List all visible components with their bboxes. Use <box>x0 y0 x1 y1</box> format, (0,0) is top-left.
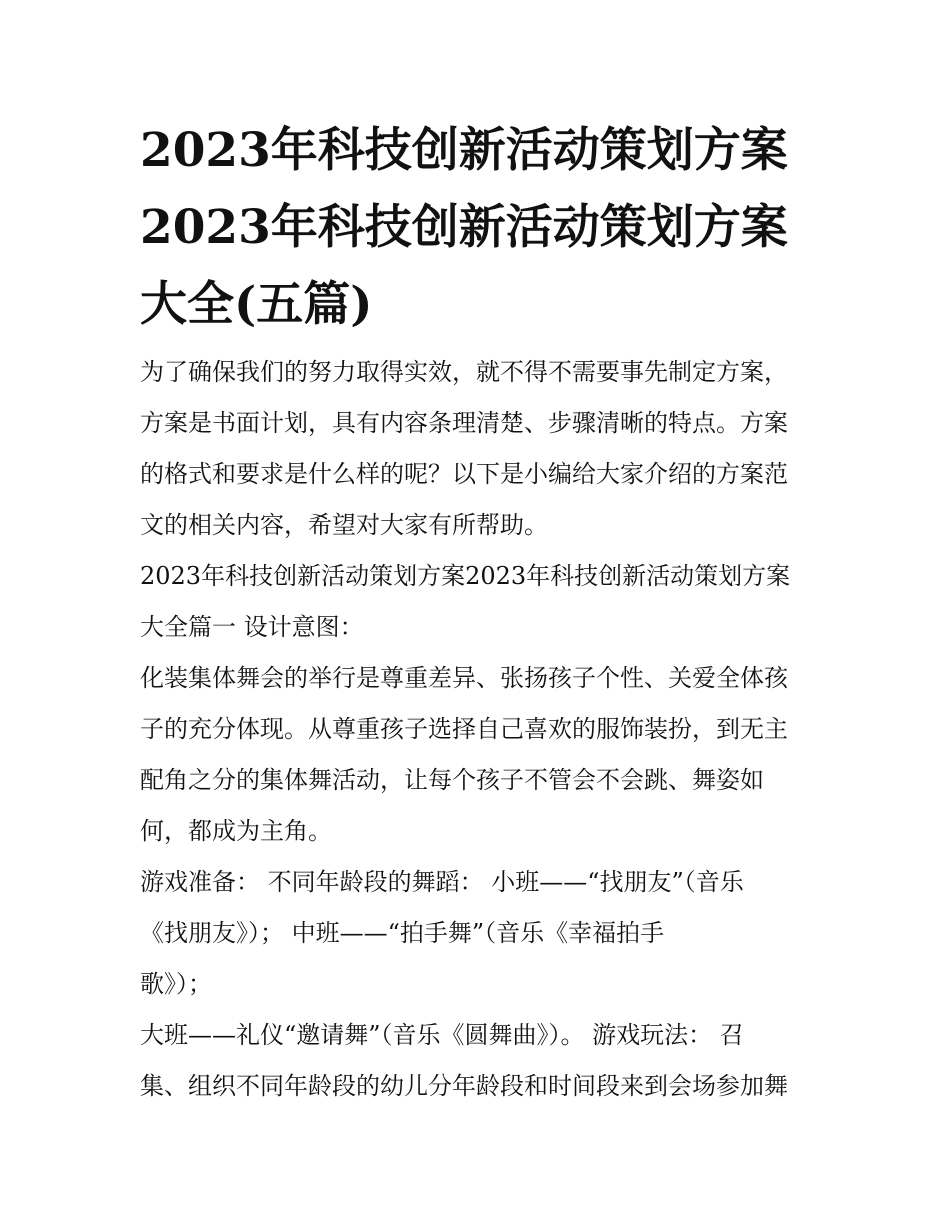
body-line: 的格式和要求是什么样的呢？以下是小编给大家介绍的方案范 <box>140 460 788 488</box>
body-line: 《找朋友》）； 中班——“拍手舞”（音乐《幸福拍手 <box>140 919 665 947</box>
document-page <box>140 112 820 1112</box>
body-line: 子的充分体现。从尊重孩子选择自己喜欢的服饰装扮，到无主 <box>140 715 788 743</box>
body-line: 大班——礼仪“邀请舞”（音乐《圆舞曲》）。 游戏玩法： 召 <box>140 1021 744 1049</box>
body-line: 化装集体舞会的举行是尊重差异、张扬孩子个性、关爱全体孩 <box>140 664 788 692</box>
body-line: 为了确保我们的努力取得实效，就不得不需要事先制定方案， <box>140 358 788 386</box>
title-line: 2023年科技创新活动策划方案 <box>140 123 788 178</box>
title-line: 2023年科技创新活动策划方案 <box>140 200 788 255</box>
body-line: 文的相关内容，希望对大家有所帮助。 <box>140 511 548 539</box>
document-body <box>140 347 820 1112</box>
title-line: 大全(五篇) <box>140 277 373 332</box>
body-line: 何，都成为主角。 <box>140 817 332 845</box>
body-line: 游戏准备： 不同年龄段的舞蹈： 小班——“找朋友”（音乐 <box>140 868 744 896</box>
body-line: 配角之分的集体舞活动，让每个孩子不管会不会跳、舞姿如 <box>140 766 764 794</box>
body-line: 方案是书面计划，具有内容条理清楚、步骤清晰的特点。方案 <box>140 409 788 437</box>
body-line: 歌》）； <box>140 970 212 998</box>
body-line: 大全篇一 设计意图： <box>140 613 364 641</box>
body-line: 2023年科技创新活动策划方案2023年科技创新活动策划方案 <box>140 562 791 590</box>
body-line: 集、组织不同年龄段的幼儿分年龄段和时间段来到会场参加舞 <box>140 1072 788 1100</box>
document-title <box>140 112 820 343</box>
